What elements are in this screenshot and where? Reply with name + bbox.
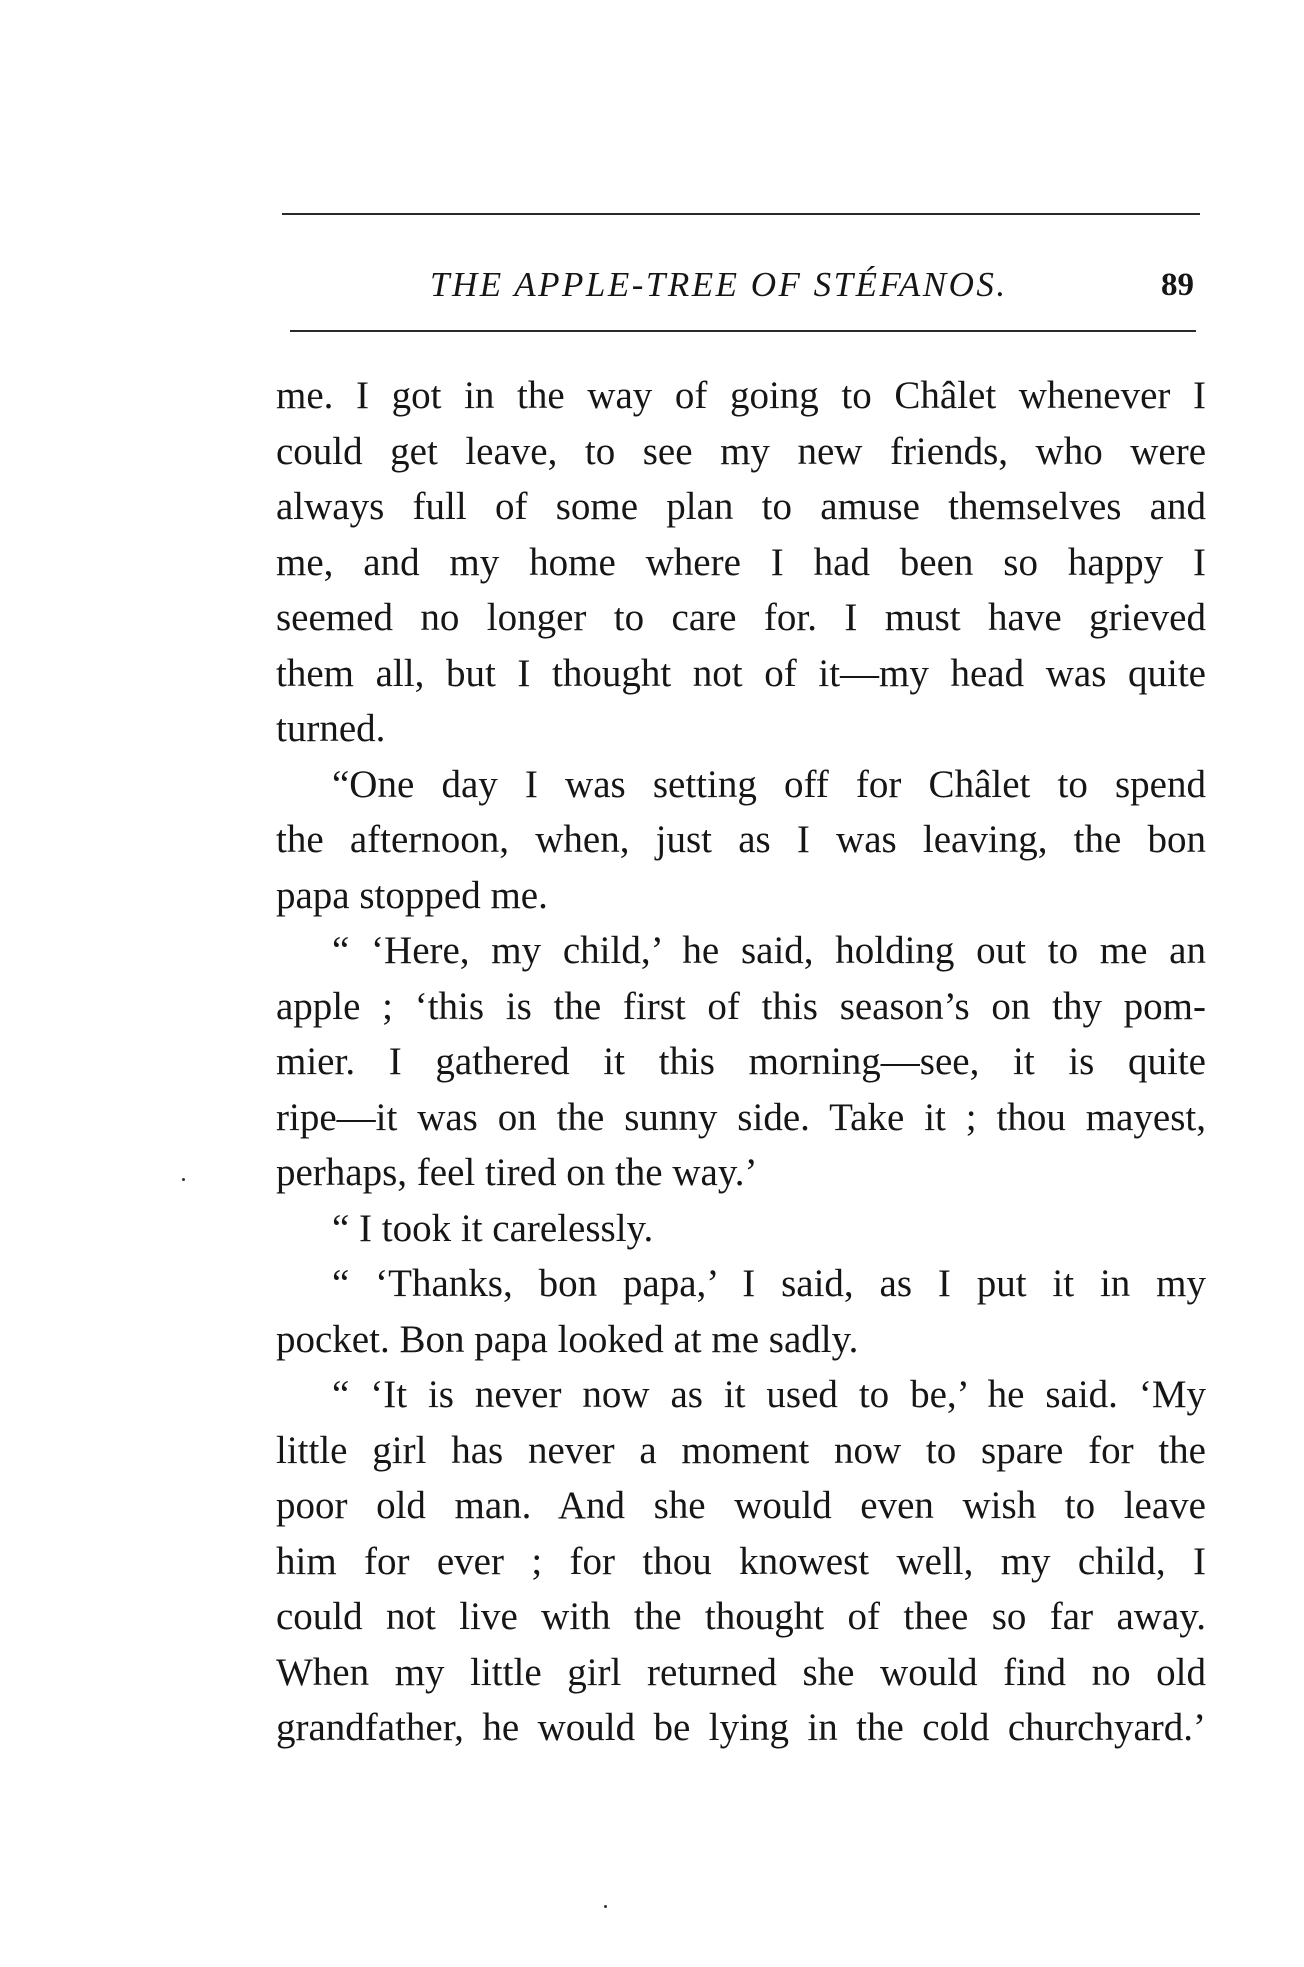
text-line: me. I got in the way of going to Châlet whenever I — [276, 374, 1206, 417]
text-line: “One day I was setting off for Châlet to spend — [332, 762, 1206, 806]
text-line: always full of some plan to amuse themselves and — [276, 485, 1206, 528]
print-speck — [604, 1905, 607, 1908]
text-line: When my little girl returned she would find no old — [276, 1650, 1206, 1694]
text-line: the afternoon, when, just as I was leaving, the bon — [276, 818, 1206, 861]
text-line: ripe—it was on the sunny side. Take it ; thou mayest, — [276, 1095, 1206, 1139]
text-line: could not live with the thought of thee so far away. — [276, 1595, 1206, 1638]
text-line: “ ‘It is never now as it used to be,’ he said. ‘My — [332, 1373, 1206, 1416]
text-line: perhaps, feel tired on the way.’ — [276, 1151, 758, 1194]
text-line: mier. I gathered it this morning—see, it is quite — [276, 1040, 1206, 1083]
body-text — [276, 368, 1206, 1756]
header-top-rule — [282, 213, 1200, 215]
text-line: apple ; ‘this is the first of this season’s on thy pom- — [276, 984, 1206, 1028]
text-line: turned. — [276, 707, 386, 750]
text-line: me, and my home where I had been so happy I — [276, 540, 1206, 584]
text-line: seemed no longer to care for. I must have grieved — [276, 596, 1206, 639]
running-title: THE APPLE-TREE OF STÉFANOS. — [430, 265, 1008, 304]
print-speck — [182, 1178, 185, 1181]
text-line: could get leave, to see my new friends, who were — [276, 429, 1206, 473]
text-line: him for ever ; for thou knowest well, my child, I — [276, 1539, 1206, 1583]
text-line: papa stopped me. — [276, 873, 548, 917]
text-line: little girl has never a moment now to spare for the — [276, 1428, 1206, 1472]
text-line: pocket. Bon papa looked at me sadly. — [276, 1317, 859, 1361]
text-line: “ ‘Here, my child,’ he said, holding out to me an — [332, 929, 1206, 972]
page-number: 89 — [1161, 267, 1194, 303]
text-line: poor old man. And she would even wish to leave — [276, 1484, 1206, 1527]
text-line: “ ‘Thanks, bon papa,’ I said, as I put it in my — [332, 1262, 1206, 1305]
header-bottom-rule — [290, 330, 1196, 332]
text-line: them all, but I thought not of it—my head was quite — [276, 651, 1206, 695]
text-line: grandfather, he would be lying in the cold churchyard.’ — [276, 1706, 1206, 1749]
running-head — [282, 263, 1200, 307]
text-line: “ I took it carelessly. — [332, 1206, 654, 1250]
